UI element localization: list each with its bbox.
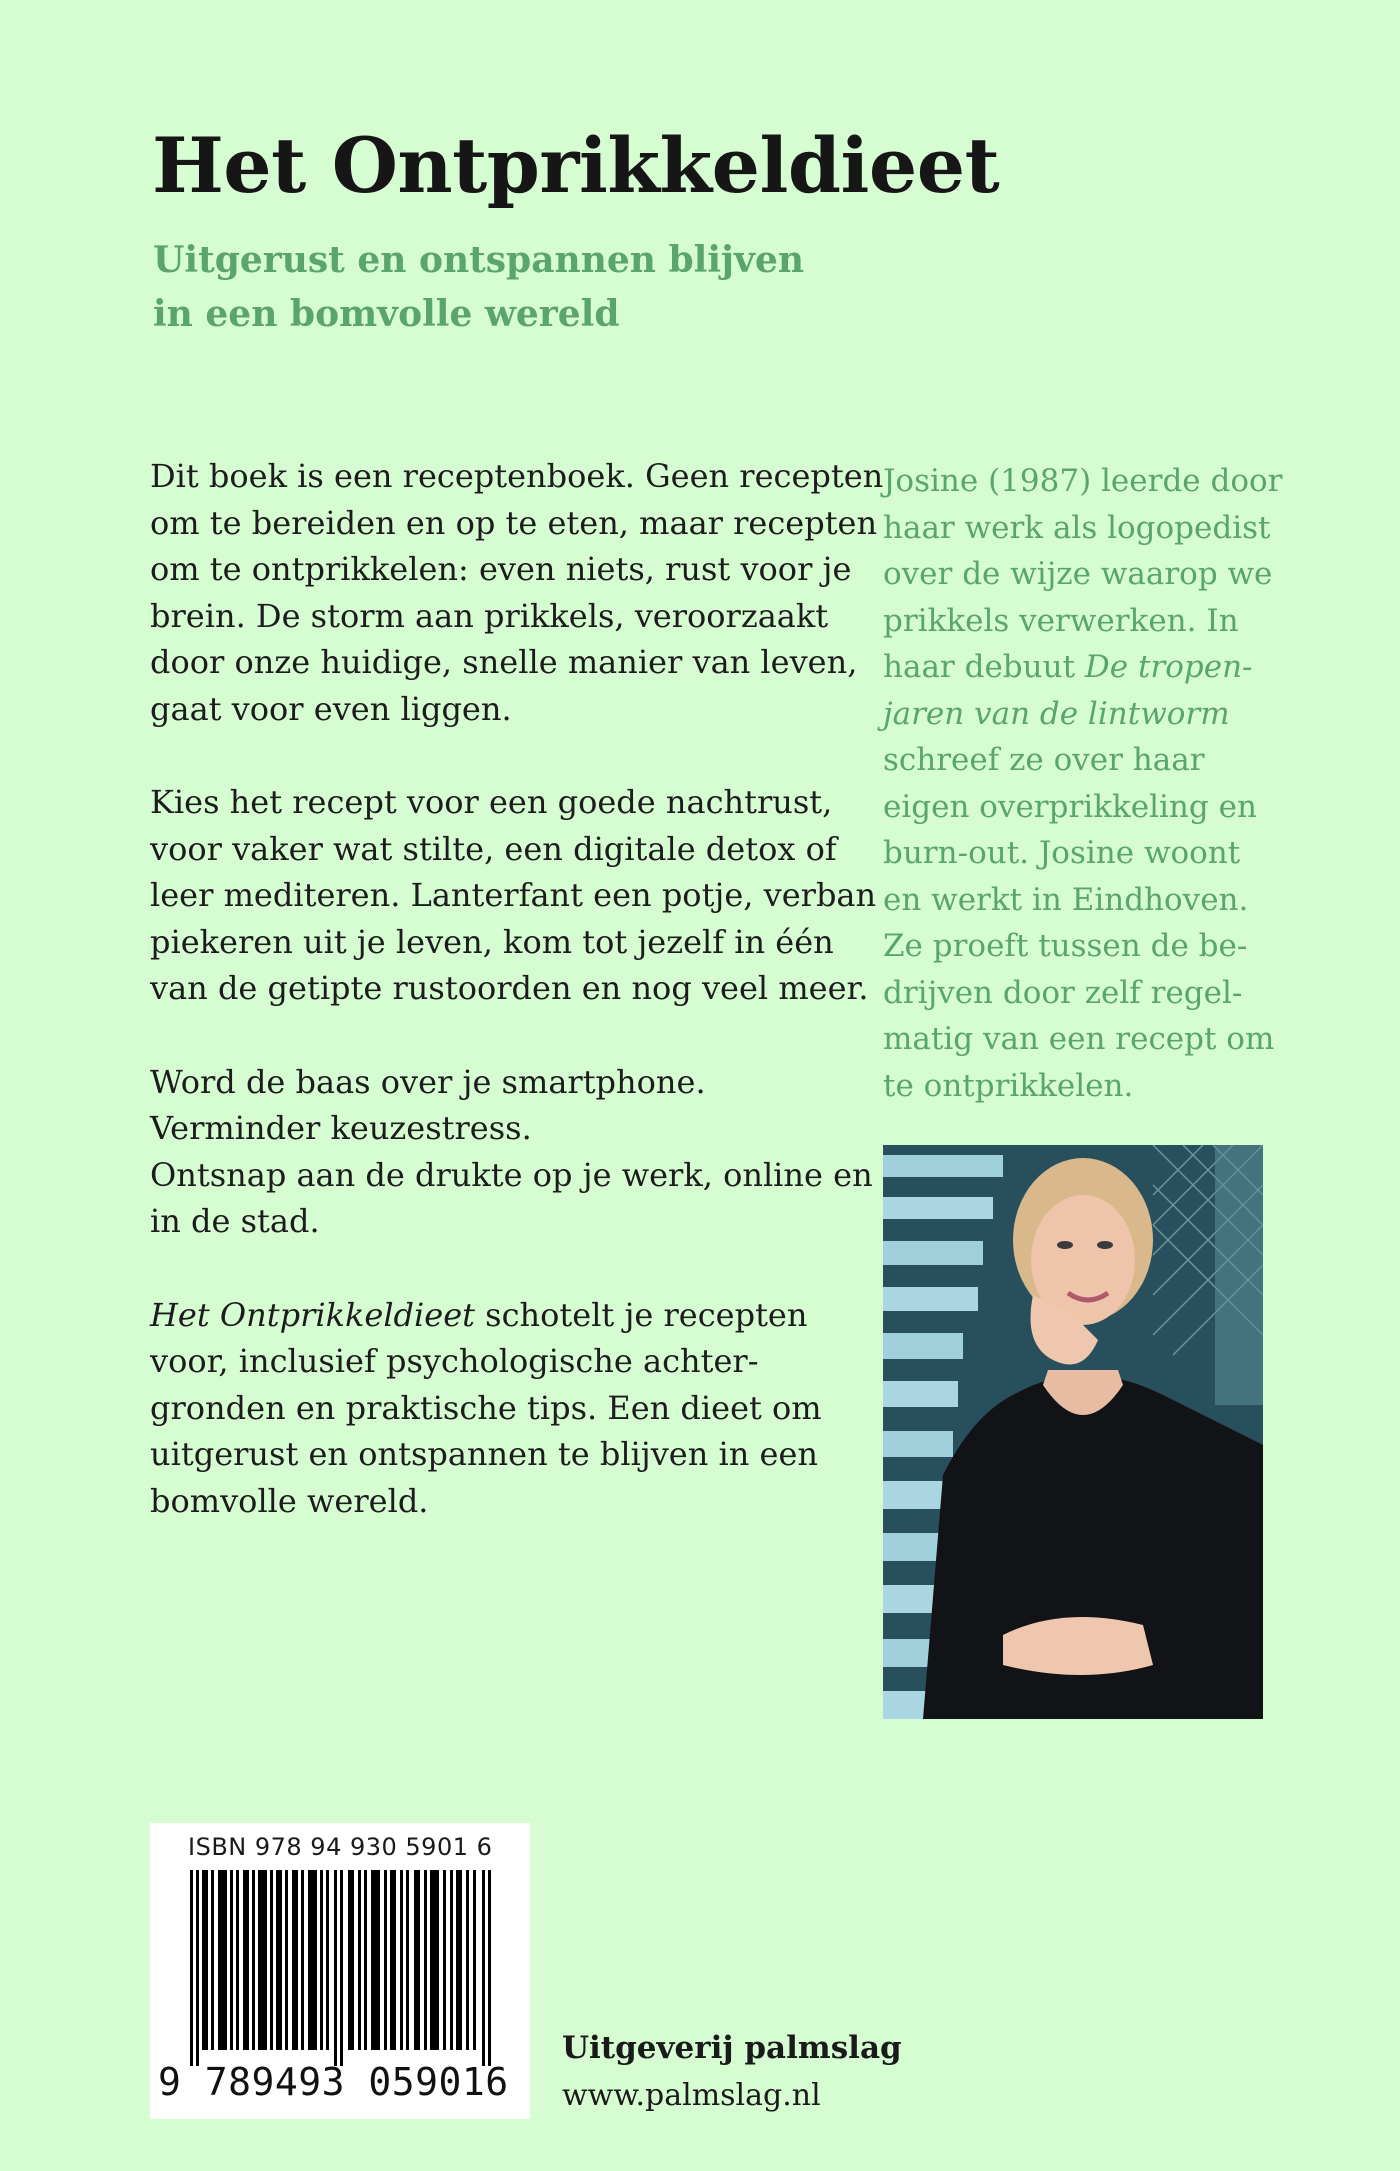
- subtitle-line: in een bomvolle wereld: [153, 293, 620, 335]
- description-paragraph: [150, 779, 877, 1012]
- ean-digits: 9 789493 059016: [158, 2060, 509, 2104]
- description-line: van de getipte rustoorden en nog veel meer.: [150, 969, 869, 1007]
- bio-line: over de wijze waarop we: [883, 556, 1273, 592]
- author-photo: [883, 1145, 1263, 1719]
- debut-title: De tropen-: [1084, 649, 1253, 685]
- isbn-label: ISBN 978 94 930 5901 6: [188, 1833, 493, 1861]
- publisher-website[interactable]: www.palmslag.nl: [562, 2078, 821, 2113]
- bio-line: schreef ze over haar: [883, 742, 1205, 778]
- description-line: piekeren uit je leven, kom tot jezelf in één: [150, 922, 834, 961]
- isbn-barcode: [150, 1823, 530, 2119]
- description-line: voor, inclusief psychologische achter-: [150, 1342, 759, 1380]
- bio-line: drijven door zelf regel-: [883, 974, 1243, 1011]
- description-line: door onze huidige, snelle manier van leven,: [150, 643, 858, 681]
- publisher-name: Uitgeverij palmslag: [562, 2030, 902, 2066]
- description-line: leer mediteren. Lanterfant een potje, verban: [150, 876, 877, 914]
- bio-line-prefix: haar debuut: [883, 649, 1085, 685]
- book-subtitle: [153, 233, 913, 341]
- bio-line: Ze proeft tussen de be-: [883, 928, 1248, 964]
- description-line: in de stad.: [150, 1202, 320, 1240]
- description-line: Verminder keuzestress.: [150, 1109, 532, 1147]
- book-description: [150, 453, 884, 1571]
- description-line: Kies het recept voor een goede nachtrust,: [150, 783, 833, 821]
- barcode-bars: [188, 1870, 494, 2066]
- description-line: uitgerust en ontspannen te blijven in een: [150, 1435, 818, 1473]
- bio-line: matig van een recept om: [883, 1021, 1275, 1057]
- bio-line: burn-out. Josine woont: [883, 835, 1241, 871]
- bio-line: Josine (1987) leerde door: [883, 463, 1283, 499]
- bio-line: te ontprikkelen.: [883, 1067, 1134, 1104]
- bio-line: [883, 644, 1283, 691]
- description-line: om te bereiden en op te eten, maar recepten: [150, 503, 878, 542]
- bio-line: eigen overprikkeling en: [883, 788, 1257, 825]
- description-line: brein. De storm aan prikkels, veroorzaakt: [150, 596, 829, 635]
- description-line: [150, 1292, 850, 1339]
- description-line: bomvolle wereld.: [150, 1481, 429, 1520]
- description-line: Dit boek is een receptenboek. Geen recepten: [150, 457, 884, 495]
- author-bio: [883, 458, 1283, 1109]
- description-line: Word de baas over je smartphone.: [150, 1062, 706, 1101]
- description-line: om te ontprikkelen: even niets, rust voor je: [150, 550, 852, 588]
- book-title: Het Ontprikkeldieet: [152, 121, 1000, 210]
- subtitle-line: Uitgerust en ontspannen blijven: [153, 239, 805, 281]
- bio-line: prikkels verwerken. In: [883, 602, 1239, 639]
- bio-line: en werkt in Eindhoven.: [883, 881, 1249, 918]
- italic-book-title: Het Ontprikkeldieet: [150, 1295, 475, 1334]
- bio-line: haar werk als logopedist: [883, 509, 1271, 546]
- description-paragraph: [150, 453, 884, 732]
- description-line: gronden en praktische tips. Een dieet om: [150, 1388, 822, 1427]
- description-paragraph: [150, 1059, 873, 1245]
- description-paragraph: [150, 1292, 850, 1525]
- description-line: gaat voor even liggen.: [150, 689, 512, 728]
- description-line: Ontsnap aan de drukte op je werk, online en: [150, 1155, 873, 1194]
- description-line: voor vaker wat stilte, een digitale detox of: [150, 829, 837, 868]
- description-line-rest: schotelt je recepten: [475, 1295, 808, 1334]
- debut-title-continued: jaren van de lintworm: [883, 695, 1230, 732]
